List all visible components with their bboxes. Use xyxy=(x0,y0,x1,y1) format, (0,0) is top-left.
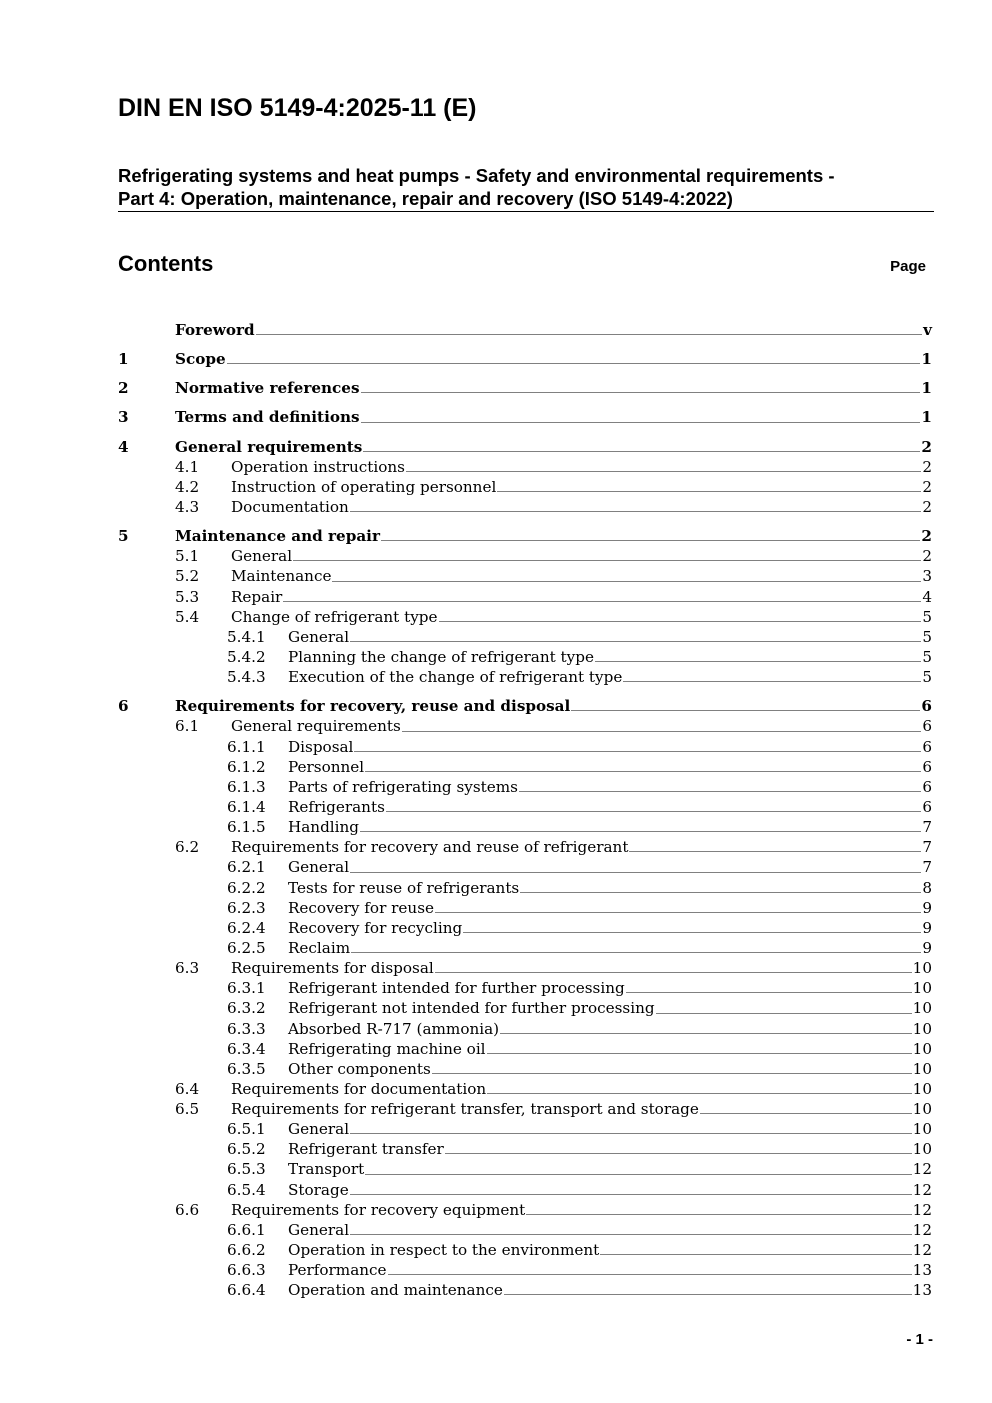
toc-entry[interactable] xyxy=(118,1039,932,1059)
toc-dot-leader xyxy=(293,560,921,561)
toc-dot-leader xyxy=(350,511,922,512)
toc-entry-number: 5.4.2 xyxy=(227,647,266,666)
toc-entry-number: 6.2.5 xyxy=(227,938,266,957)
page-column-heading: Page xyxy=(890,258,926,275)
toc-entry-title: General xyxy=(231,547,293,566)
toc-entry-number: 6.6.1 xyxy=(227,1220,266,1239)
toc-entry-title: Refrigerant not intended for further processing xyxy=(288,999,655,1018)
toc-entry-number: 6.1 xyxy=(175,717,200,736)
toc-dot-leader xyxy=(571,710,920,711)
toc-entry-page: 1 xyxy=(921,350,932,369)
toc-entry[interactable] xyxy=(118,998,932,1018)
toc-dot-leader xyxy=(500,1033,912,1034)
toc-entry-title: Reclaim xyxy=(288,938,351,957)
toc-entry-page: 6 xyxy=(922,737,932,756)
toc-entry[interactable] xyxy=(118,477,932,497)
toc-entry-title: Recovery for recycling xyxy=(288,918,463,937)
toc-entry-page: 7 xyxy=(922,858,932,877)
toc-entry-title: General xyxy=(288,1120,350,1139)
toc-entry-page: 1 xyxy=(921,408,932,427)
toc-entry-page: 6 xyxy=(921,697,932,716)
toc-entry[interactable] xyxy=(118,437,932,457)
toc-entry-number: 6.3.4 xyxy=(227,1039,266,1058)
subtitle-line-1: Refrigerating systems and heat pumps - Safety and environmental requirements - xyxy=(118,165,835,186)
toc-entry-page: 10 xyxy=(912,1140,932,1159)
toc-entry-title: Requirements for recovery and reuse of refrigerant xyxy=(231,838,629,857)
toc-entry[interactable] xyxy=(118,457,932,477)
toc-dot-leader xyxy=(520,892,921,893)
toc-entry-title: Performance xyxy=(288,1261,387,1280)
toc-entry-title: Planning the change of refrigerant type xyxy=(288,647,594,666)
toc-entry-page: 12 xyxy=(912,1220,932,1239)
toc-entry-number: 6.5.1 xyxy=(227,1120,266,1139)
toc-dot-leader xyxy=(365,1174,911,1175)
toc-entry-title: General xyxy=(288,858,350,877)
toc-entry-number: 6.2.4 xyxy=(227,918,266,937)
toc-entry-title: Refrigerant transfer xyxy=(288,1140,444,1159)
toc-entry-page: 2 xyxy=(922,497,932,516)
toc-entry-title: Requirements for recovery, reuse and disposal xyxy=(175,697,571,716)
toc-entry-page: 6 xyxy=(922,717,932,736)
toc-entry[interactable] xyxy=(118,1099,932,1119)
toc-entry-number: 6.5.2 xyxy=(227,1140,266,1159)
toc-entry-page: 10 xyxy=(912,1079,932,1098)
toc-dot-leader xyxy=(360,831,921,832)
toc-entry-number: 6.1.1 xyxy=(227,737,266,756)
toc-dot-leader xyxy=(388,1274,912,1275)
toc-dot-leader xyxy=(406,471,921,472)
toc-entry[interactable] xyxy=(118,938,932,958)
toc-entry-page: 5 xyxy=(922,668,932,687)
toc-entry-title: Personnel xyxy=(288,757,365,776)
toc-entry-title: Parts of refrigerating systems xyxy=(288,777,518,796)
toc-entry-number: 6.1.4 xyxy=(227,797,266,816)
page-number: - 1 - xyxy=(906,1331,933,1348)
toc-entry-title: Disposal xyxy=(288,737,354,756)
toc-entry-number: 6.2 xyxy=(175,838,200,857)
toc-dot-leader xyxy=(435,972,912,973)
toc-entry-page: 12 xyxy=(912,1160,932,1179)
toc-entry[interactable] xyxy=(118,1260,932,1280)
toc-entry-page: 4 xyxy=(922,587,932,606)
toc-entry-number: 6.5.4 xyxy=(227,1180,266,1199)
toc-dot-leader xyxy=(519,791,921,792)
toc-entry-number: 5.4.3 xyxy=(227,668,266,687)
toc-entry-number: 6.5.3 xyxy=(227,1160,266,1179)
toc-entry-title: Refrigerant intended for further processing xyxy=(288,979,625,998)
toc-entry[interactable] xyxy=(118,378,932,398)
toc-dot-leader xyxy=(350,872,921,873)
toc-entry-title: Recovery for reuse xyxy=(288,898,434,917)
toc-entry-page: 12 xyxy=(912,1200,932,1219)
toc-dot-leader xyxy=(656,1013,912,1014)
toc-entry-number: 5.4.1 xyxy=(227,627,266,646)
toc-entry-page: 9 xyxy=(922,918,932,937)
toc-dot-leader xyxy=(504,1294,912,1295)
toc-entry-title: General requirements xyxy=(231,717,401,736)
toc-entry-number: 6.3.3 xyxy=(227,1019,266,1038)
toc-dot-leader xyxy=(332,581,921,582)
toc-dot-leader xyxy=(350,641,921,642)
toc-entry-title: General requirements xyxy=(175,437,363,456)
toc-entry[interactable] xyxy=(118,1079,932,1099)
toc-entry[interactable] xyxy=(118,1019,932,1039)
toc-entry-title: Scope xyxy=(175,350,226,369)
toc-dot-leader xyxy=(445,1153,912,1154)
toc-entry-title: Transport xyxy=(288,1160,365,1179)
toc-dot-leader xyxy=(381,540,920,541)
toc-entry[interactable] xyxy=(118,1280,932,1300)
toc-entry-page: 10 xyxy=(912,1059,932,1078)
toc-entry[interactable] xyxy=(118,1200,932,1220)
toc-entry[interactable] xyxy=(118,737,932,757)
toc-entry-number: 6 xyxy=(118,697,129,716)
toc-entry-page: 13 xyxy=(912,1261,932,1280)
toc-entry-page: 2 xyxy=(922,547,932,566)
toc-entry-page: 2 xyxy=(922,477,932,496)
toc-entry-page: 10 xyxy=(912,1120,932,1139)
toc-entry-title: Other components xyxy=(288,1059,431,1078)
toc-entry-number: 4.2 xyxy=(175,477,200,496)
toc-dot-leader xyxy=(386,811,921,812)
toc-entry-page: 10 xyxy=(912,1100,932,1119)
toc-entry-title: Execution of the change of refrigerant type xyxy=(288,668,623,687)
toc-entry-number: 3 xyxy=(118,408,129,427)
toc-entry[interactable] xyxy=(118,607,932,627)
toc-entry[interactable] xyxy=(118,857,932,877)
toc-dot-leader xyxy=(365,771,921,772)
toc-entry-number: 5 xyxy=(118,527,129,546)
toc-entry-title: Refrigerating machine oil xyxy=(288,1039,486,1058)
toc-dot-leader xyxy=(350,1194,912,1195)
toc-entry-title: Requirements for recovery equipment xyxy=(231,1200,526,1219)
toc-entry[interactable] xyxy=(118,978,932,998)
toc-entry-number: 6.6.2 xyxy=(227,1241,266,1260)
toc-dot-leader xyxy=(402,731,922,732)
toc-entry-number: 6.3.2 xyxy=(227,999,266,1018)
toc-entry[interactable] xyxy=(118,647,932,667)
toc-dot-leader xyxy=(432,1073,912,1074)
toc-entry[interactable] xyxy=(118,837,932,857)
toc-entry-number: 6.3.5 xyxy=(227,1059,266,1078)
toc-entry-number: 4.3 xyxy=(175,497,200,516)
toc-entry-title: Foreword xyxy=(175,321,255,339)
toc-dot-leader xyxy=(487,1093,912,1094)
toc-entry[interactable] xyxy=(118,878,932,898)
toc-entry-title: General xyxy=(288,627,350,646)
toc-entry-page: 10 xyxy=(912,999,932,1018)
toc-dot-leader xyxy=(256,334,923,335)
toc-dot-leader xyxy=(350,1133,912,1134)
toc-entry-number: 6.2.3 xyxy=(227,898,266,917)
toc-entry-title: Change of refrigerant type xyxy=(231,607,438,626)
toc-entry-number: 2 xyxy=(118,379,129,398)
toc-entry-title: Instruction of operating personnel xyxy=(231,477,497,496)
toc-entry[interactable] xyxy=(118,716,932,736)
toc-entry[interactable] xyxy=(118,817,932,837)
toc-entry-title: Requirements for documentation xyxy=(231,1079,487,1098)
toc-entry-page: 3 xyxy=(922,567,932,586)
toc-dot-leader xyxy=(227,363,921,364)
toc-entry-page: 12 xyxy=(912,1241,932,1260)
toc-entry-page: 6 xyxy=(922,797,932,816)
toc-entry-title: Repair xyxy=(231,587,283,606)
toc-entry-page: 6 xyxy=(922,757,932,776)
toc-entry-title: Documentation xyxy=(231,497,349,516)
toc-entry-page: 13 xyxy=(912,1281,932,1300)
toc-entry-page: 2 xyxy=(921,437,932,456)
toc-entry[interactable] xyxy=(118,627,932,647)
toc-entry-page: 10 xyxy=(912,959,932,978)
toc-entry-title: Requirements for disposal xyxy=(231,959,434,978)
toc-entry[interactable] xyxy=(118,349,932,369)
toc-entry-number: 6.6.4 xyxy=(227,1281,266,1300)
toc-dot-leader xyxy=(595,661,921,662)
toc-entry[interactable] xyxy=(118,1139,932,1159)
toc-entry-number: 4 xyxy=(118,437,129,456)
toc-entry-title: Requirements for refrigerant transfer, transport and storage xyxy=(231,1100,699,1119)
toc-entry-number: 6.6.3 xyxy=(227,1261,266,1280)
document-id: DIN EN ISO 5149-4:2025-11 (E) xyxy=(118,94,477,122)
toc-entry-page: 1 xyxy=(921,379,932,398)
table-of-contents xyxy=(118,320,932,1300)
toc-entry[interactable] xyxy=(118,526,932,546)
toc-entry[interactable] xyxy=(118,667,932,687)
toc-dot-leader xyxy=(439,621,922,622)
toc-dot-leader xyxy=(487,1053,912,1054)
toc-entry[interactable] xyxy=(118,757,932,777)
toc-entry-title: Handling xyxy=(288,818,360,837)
toc-entry[interactable] xyxy=(118,797,932,817)
toc-entry-number: 6.1.5 xyxy=(227,818,266,837)
toc-entry-number: 6.3 xyxy=(175,959,200,978)
toc-entry-number: 6.3.1 xyxy=(227,979,266,998)
toc-entry-title: Tests for reuse of refrigerants xyxy=(288,878,520,897)
toc-dot-leader xyxy=(463,932,921,933)
toc-entry-page: 10 xyxy=(912,1039,932,1058)
toc-entry-page: 10 xyxy=(912,979,932,998)
toc-dot-leader xyxy=(283,601,921,602)
toc-entry[interactable] xyxy=(118,587,932,607)
toc-dot-leader xyxy=(435,912,921,913)
toc-entry-number: 5.2 xyxy=(175,567,200,586)
toc-entry-number: 5.3 xyxy=(175,587,200,606)
toc-entry-number: 6.2.1 xyxy=(227,858,266,877)
toc-dot-leader xyxy=(351,952,921,953)
toc-entry[interactable] xyxy=(118,1180,932,1200)
toc-entry-number: 6.1.3 xyxy=(227,777,266,796)
toc-entry-title: Maintenance and repair xyxy=(175,527,380,546)
toc-dot-leader xyxy=(354,751,921,752)
toc-entry-title: Refrigerants xyxy=(288,797,385,816)
toc-entry-number: 5.4 xyxy=(175,607,200,626)
contents-heading: Contents xyxy=(118,251,214,276)
toc-entry-page: 5 xyxy=(922,647,932,666)
toc-entry[interactable] xyxy=(118,918,932,938)
toc-entry-page: 12 xyxy=(912,1180,932,1199)
toc-entry-page: 5 xyxy=(922,607,932,626)
toc-entry[interactable] xyxy=(118,546,932,566)
subtitle-line-2: Part 4: Operation, maintenance, repair and recovery (ISO 5149-4:2022) xyxy=(118,188,733,209)
toc-entry-title: Operation and maintenance xyxy=(288,1281,503,1300)
toc-entry-number: 6.6 xyxy=(175,1200,200,1219)
toc-entry-page: 9 xyxy=(922,938,932,957)
toc-entry-number: 1 xyxy=(118,350,129,369)
toc-dot-leader xyxy=(526,1214,911,1215)
toc-entry[interactable] xyxy=(118,1059,932,1079)
toc-entry[interactable] xyxy=(118,696,932,716)
toc-entry-number: 5.1 xyxy=(175,547,200,566)
toc-entry-page: 7 xyxy=(922,838,932,857)
toc-entry-page: 9 xyxy=(922,898,932,917)
toc-entry-title: Operation instructions xyxy=(231,457,405,476)
toc-entry-page: 7 xyxy=(922,818,932,837)
toc-entry[interactable] xyxy=(118,407,932,427)
toc-entry-number: 6.2.2 xyxy=(227,878,266,897)
toc-entry-page: v xyxy=(923,321,932,339)
toc-dot-leader xyxy=(497,491,921,492)
toc-dot-leader xyxy=(700,1113,912,1114)
toc-entry[interactable] xyxy=(118,566,932,586)
toc-entry-number: 4.1 xyxy=(175,457,200,476)
toc-entry[interactable] xyxy=(118,898,932,918)
toc-entry-page: 6 xyxy=(922,777,932,796)
toc-entry-title: Absorbed R-717 (ammonia) xyxy=(288,1019,500,1038)
document-subtitle xyxy=(118,164,934,212)
toc-dot-leader xyxy=(361,422,921,423)
toc-entry-title: Operation in respect to the environment xyxy=(288,1241,600,1260)
toc-entry-title: General xyxy=(288,1220,350,1239)
toc-entry[interactable] xyxy=(118,320,932,340)
toc-entry-page: 5 xyxy=(922,627,932,646)
toc-entry-number: 6.1.2 xyxy=(227,757,266,776)
toc-entry-title: Terms and definitions xyxy=(175,408,360,427)
toc-entry-title: Storage xyxy=(288,1180,349,1199)
toc-entry-title: Normative references xyxy=(175,379,360,398)
toc-entry[interactable] xyxy=(118,1159,932,1179)
toc-entry[interactable] xyxy=(118,958,932,978)
toc-entry[interactable] xyxy=(118,497,932,517)
toc-entry-page: 2 xyxy=(922,457,932,476)
toc-dot-leader xyxy=(629,851,921,852)
toc-entry[interactable] xyxy=(118,1240,932,1260)
toc-dot-leader xyxy=(350,1234,912,1235)
toc-entry[interactable] xyxy=(118,1220,932,1240)
toc-entry-page: 2 xyxy=(921,527,932,546)
toc-dot-leader xyxy=(361,392,921,393)
toc-entry[interactable] xyxy=(118,1119,932,1139)
toc-dot-leader xyxy=(626,992,912,993)
toc-dot-leader xyxy=(623,681,921,682)
toc-entry[interactable] xyxy=(118,777,932,797)
toc-entry-number: 6.4 xyxy=(175,1079,200,1098)
toc-dot-leader xyxy=(363,451,920,452)
toc-entry-number: 6.5 xyxy=(175,1100,200,1119)
toc-entry-title: Maintenance xyxy=(231,567,332,586)
toc-entry-page: 10 xyxy=(912,1019,932,1038)
toc-dot-leader xyxy=(600,1254,911,1255)
toc-entry-page: 8 xyxy=(922,878,932,897)
